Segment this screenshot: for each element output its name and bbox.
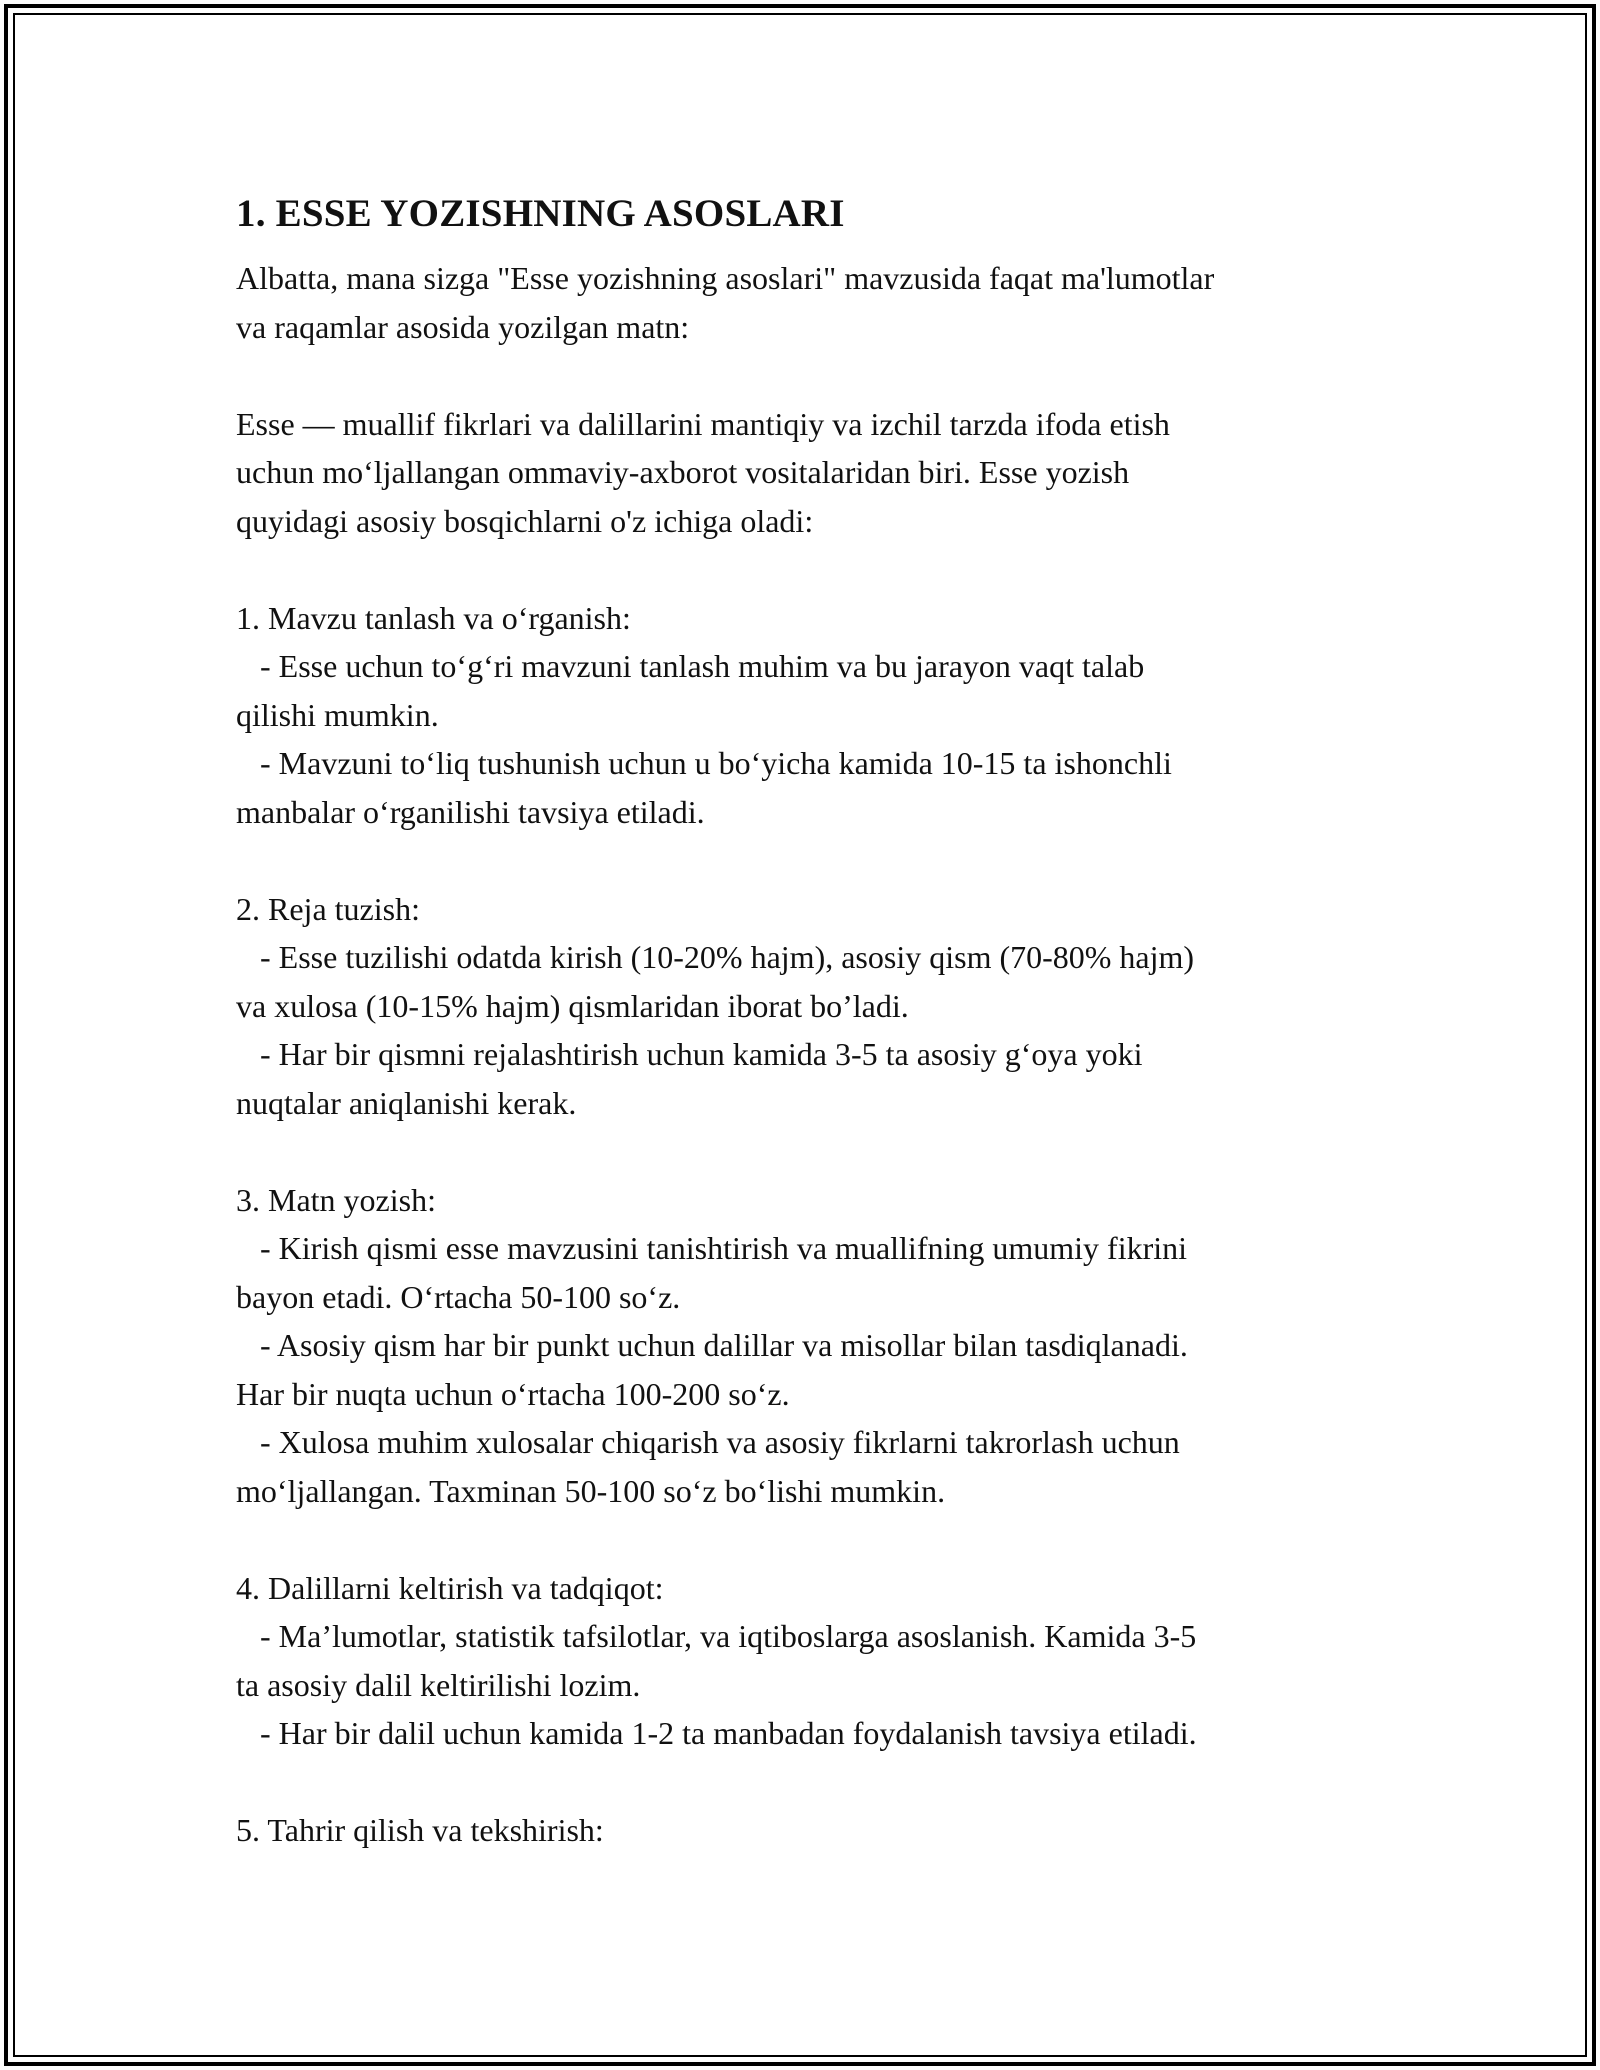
paragraph-gap [236, 1758, 1366, 1807]
section-5-editing: 5. Tahrir qilish va tekshirish: [236, 1812, 604, 1848]
intro-paragraph: Albatta, mana sizga "Esse yozishning asoslari" mavzusida faqat ma'lumotlar va raqamlar asosida yozilgan matn: [236, 260, 1215, 345]
section-1-topic: 1. Mavzu tanlash va o‘rganish: - Esse uchun to‘g‘ri mavzuni tanlash muhim va bu jarayon vaqt talab qilishi mumkin. - Mavzuni to‘liq tushunish uchun u bo‘yicha kamida 10-15 ta ishonchli manbalar o‘rganilishi tavsiya etiladi. [236, 599, 1172, 830]
document-title: 1. ESSE YOZISHNING ASOSLARI [236, 192, 845, 235]
paragraph-gap [236, 351, 1366, 400]
section-3-writing: 3. Matn yozish: - Kirish qismi esse mavzusini tanishtirish va muallifning umumiy fikrini bayon etadi. O‘rtacha 50-100 so‘z. - Asosiy qism har bir punkt uchun dalillar va misollar bilan tasdiqlanadi. Har bir nuqta uchun o‘rtacha 100-200 so‘z. - Xulosa muhim xulosalar chiqarish va asosiy fikrlarni takrorlash uchun mo‘ljallangan. Taxminan 50-100 so‘z bo‘lishi mumkin. [236, 1181, 1188, 1509]
document-body [236, 186, 1366, 1855]
paragraph-gap [236, 1127, 1366, 1176]
paragraph-gap [236, 545, 1366, 594]
paragraph-gap [236, 1515, 1366, 1564]
definition-paragraph: Esse — muallif fikrlari va dalillarini mantiqiy va izchil tarzda ifoda etish uchun mo‘ljallangan ommaviy-axborot vositalaridan biri. Esse yozish quyidagi asosiy bosqichlarni o'z ichiga oladi: [236, 405, 1170, 539]
paragraph-gap [236, 836, 1366, 885]
section-2-plan: 2. Reja tuzish: - Esse tuzilishi odatda kirish (10-20% hajm), asosiy qism (70-80% hajm) va xulosa (10-15% hajm) qismlaridan iborat bo’ladi. - Har bir qismni rejalashtirish uchun kamida 3-5 ta asosiy g‘oya yoki nuqtalar aniqlanishi kerak. [236, 890, 1195, 1121]
section-4-evidence: 4. Dalillarni keltirish va tadqiqot: - Ma’lumotlar, statistik tafsilotlar, va iqtiboslarga asoslanish. Kamida 3-5 ta asosiy dalil keltirilishi lozim. - Har bir dalil uchun kamida 1-2 ta manbadan foydalanish tavsiya etiladi. [236, 1569, 1197, 1751]
